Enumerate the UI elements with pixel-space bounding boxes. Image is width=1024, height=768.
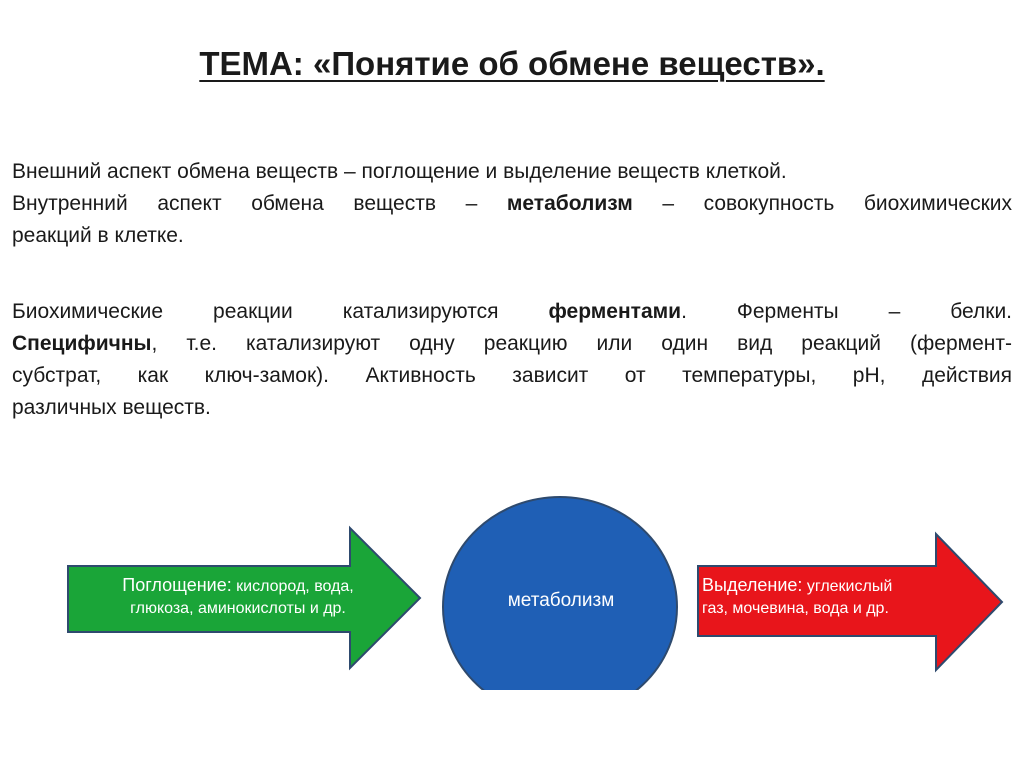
- metabolism-term: метаболизм: [506, 192, 633, 215]
- paragraph-aspects-line-2-start: Внутренний аспект обмена веществ –: [12, 192, 507, 215]
- paragraph-aspects-line-3: реакций в клетке.: [12, 224, 184, 247]
- output-label-line-1: углекислый: [802, 578, 893, 595]
- paragraph-aspects: [12, 156, 1012, 252]
- intake-label-line-2: глюкоза, аминокислоты и др.: [130, 600, 346, 617]
- specific-term: Специфичны: [12, 332, 152, 355]
- paragraph-enzymes-line-2-end: , т.е. катализируют одну реакцию или один вид реакций (фермент-: [151, 332, 1012, 355]
- paragraph-enzymes-line-2: [12, 328, 1012, 360]
- intake-label: [72, 574, 404, 620]
- paragraph-enzymes-line-1-start: Биохимические реакции катализируются: [12, 300, 549, 323]
- page-title-text: ТЕМА: «Понятие об обмене веществ».: [199, 45, 825, 82]
- output-label-lead: Выделение:: [702, 575, 803, 595]
- paragraph-enzymes-line-3: субстрат, как ключ-замок). Активность зависит от температуры, pH, действия: [12, 364, 1012, 387]
- page-title: [0, 44, 1024, 84]
- paragraph-aspects-line-2: [12, 188, 1012, 220]
- metabolism-label: метаболизм: [507, 590, 615, 611]
- paragraph-enzymes-line-1-end: . Ферменты – белки.: [681, 300, 1013, 323]
- output-label: [702, 574, 960, 620]
- paragraph-enzymes-line-4: различных веществ.: [12, 396, 211, 419]
- paragraph-enzymes-line-1: [12, 296, 1012, 328]
- paragraph-aspects-line-1: Внешний аспект обмена веществ – поглощение и выделение веществ клеткой.: [12, 160, 787, 183]
- intake-label-lead: Поглощение:: [122, 575, 232, 595]
- enzymes-term: ферментами: [548, 300, 682, 323]
- output-label-line-2: газ, мочевина, вода и др.: [702, 600, 889, 617]
- paragraph-enzymes: [12, 296, 1012, 424]
- intake-label-line-1: кислород, вода,: [231, 578, 354, 595]
- metabolism-diagram: [0, 490, 1024, 690]
- paragraph-aspects-line-2-end: – совокупность биохимических: [632, 192, 1012, 215]
